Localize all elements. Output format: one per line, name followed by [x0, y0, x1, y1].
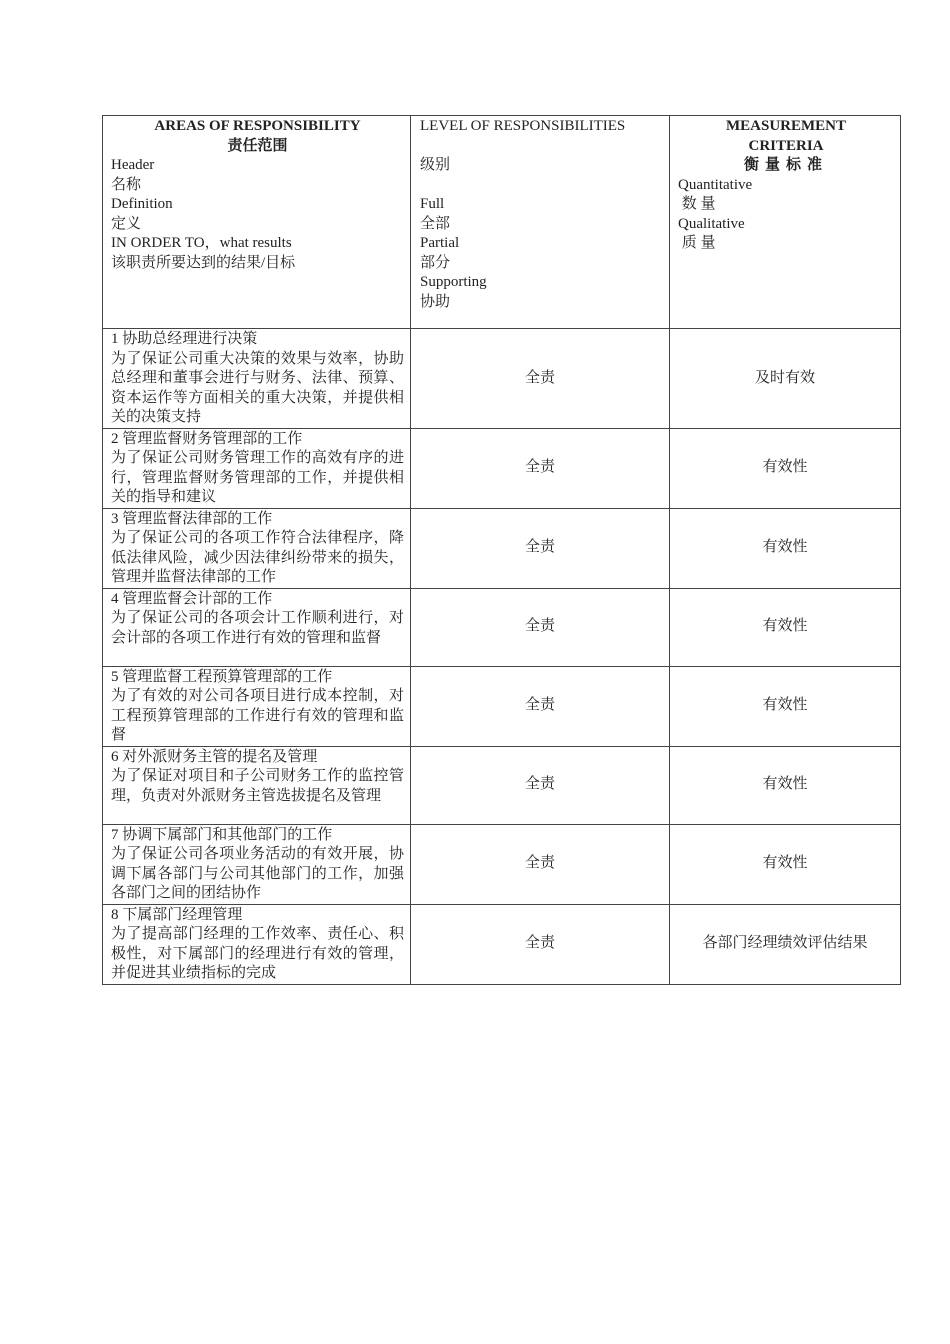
level-line: Full	[420, 196, 445, 212]
level-line: 协助	[420, 293, 451, 310]
area-desc: 为了保证公司财务管理工作的高效有序的进行，管理监督财务管理部的工作，并提供相关的指导和建议	[111, 450, 404, 505]
table-row	[103, 329, 901, 429]
areas-line: 该职责所要达到的结果/目标	[111, 254, 296, 271]
table-row	[103, 428, 901, 508]
measure-line: Quantitative	[678, 176, 753, 193]
area-cell	[103, 666, 411, 746]
level-cell: 全责	[411, 746, 670, 824]
area-cell	[103, 508, 411, 588]
table-row	[103, 508, 901, 588]
table-row	[103, 666, 901, 746]
area-desc: 为了提高部门经理的工作效率、责任心、积极性，对下属部门的经理进行有效的管理，并促进其业绩指标的完成	[111, 926, 404, 981]
area-title: 6 对外派财务主管的提名及管理	[111, 748, 318, 765]
area-title: 2 管理监督财务管理部的工作	[111, 430, 303, 447]
level-line: 全部	[420, 215, 451, 232]
area-cell	[103, 329, 411, 429]
level-cell: 全责	[411, 824, 670, 904]
responsibility-table	[102, 115, 901, 985]
level-line: Supporting	[420, 274, 487, 290]
areas-line: IN ORDER TO，what results	[111, 235, 292, 251]
area-cell	[103, 746, 411, 824]
measure-line: Qualitative	[678, 215, 745, 232]
header-row	[103, 116, 901, 329]
areas-line: Header	[111, 157, 155, 173]
table-row	[103, 824, 901, 904]
level-line: 部分	[420, 254, 451, 271]
area-cell	[103, 824, 411, 904]
measure-cell: 有效性	[670, 428, 901, 508]
areas-line: 定义	[111, 215, 142, 232]
area-desc: 为了有效的对公司各项目进行成本控制，对工程预算管理部的工作进行有效的管理和监督	[111, 688, 404, 743]
areas-header-cell	[103, 116, 411, 329]
measure-cell: 各部门经理绩效评估结果	[670, 904, 901, 984]
area-title: 5 管理监督工程预算管理部的工作	[111, 668, 333, 685]
areas-title-cn: 责任范围	[227, 137, 288, 154]
area-cell	[103, 904, 411, 984]
measure-title-en-1: MEASUREMENT	[725, 118, 846, 134]
level-title-cn: 级别	[420, 157, 451, 173]
measure-title-cn: 衡量标准	[743, 157, 828, 173]
area-title: 1 协助总经理进行决策	[111, 331, 258, 347]
areas-title-en: AREAS OF RESPONSIBILITY	[154, 118, 361, 134]
areas-line: Definition	[111, 196, 173, 212]
measure-cell: 有效性	[670, 666, 901, 746]
area-cell	[103, 588, 411, 666]
level-cell: 全责	[411, 588, 670, 666]
measure-header-cell	[670, 116, 901, 329]
measure-title-en-2: CRITERIA	[748, 137, 824, 154]
table-row	[103, 746, 901, 824]
area-title: 3 管理监督法律部的工作	[111, 510, 273, 527]
measure-cell: 及时有效	[670, 329, 901, 429]
area-desc: 为了保证公司各项业务活动的有效开展，协调下属各部门与公司其他部门的工作，加强各部门之间的团结协作	[111, 846, 404, 901]
areas-line: 名称	[111, 176, 142, 193]
area-desc: 为了保证公司重大决策的效果与效率，协助总经理和董事会进行与财务、法律、预算、资本运作等方面相关的重大决策，并提供相关的决策支持	[111, 350, 404, 425]
level-cell: 全责	[411, 904, 670, 984]
area-title: 8 下属部门经理管理	[111, 906, 243, 923]
measure-cell: 有效性	[670, 824, 901, 904]
area-desc: 为了保证公司的各项会计工作顺利进行，对会计部的各项工作进行有效的管理和监督	[111, 610, 404, 646]
level-line: Partial	[420, 235, 460, 251]
area-title: 7 协调下属部门和其他部门的工作	[111, 826, 333, 843]
area-desc: 为了保证对项目和子公司财务工作的监控管理，负责对外派财务主管选拔提名及管理	[111, 768, 404, 804]
level-cell: 全责	[411, 428, 670, 508]
level-title-en: LEVEL OF RESPONSIBILITIES	[420, 118, 626, 134]
table-row	[103, 904, 901, 984]
measure-cell: 有效性	[670, 746, 901, 824]
measure-line: 数 量	[678, 196, 716, 212]
measure-cell: 有效性	[670, 588, 901, 666]
level-cell: 全责	[411, 508, 670, 588]
area-cell	[103, 428, 411, 508]
level-header-cell	[411, 116, 670, 329]
table-row	[103, 588, 901, 666]
measure-line: 质 量	[678, 235, 716, 251]
level-cell: 全责	[411, 666, 670, 746]
area-desc: 为了保证公司的各项工作符合法律程序，降低法律风险，减少因法律纠纷带来的损失，管理并监督法律部的工作	[111, 530, 404, 585]
area-title: 4 管理监督会计部的工作	[111, 590, 273, 607]
measure-cell: 有效性	[670, 508, 901, 588]
level-cell: 全责	[411, 329, 670, 429]
